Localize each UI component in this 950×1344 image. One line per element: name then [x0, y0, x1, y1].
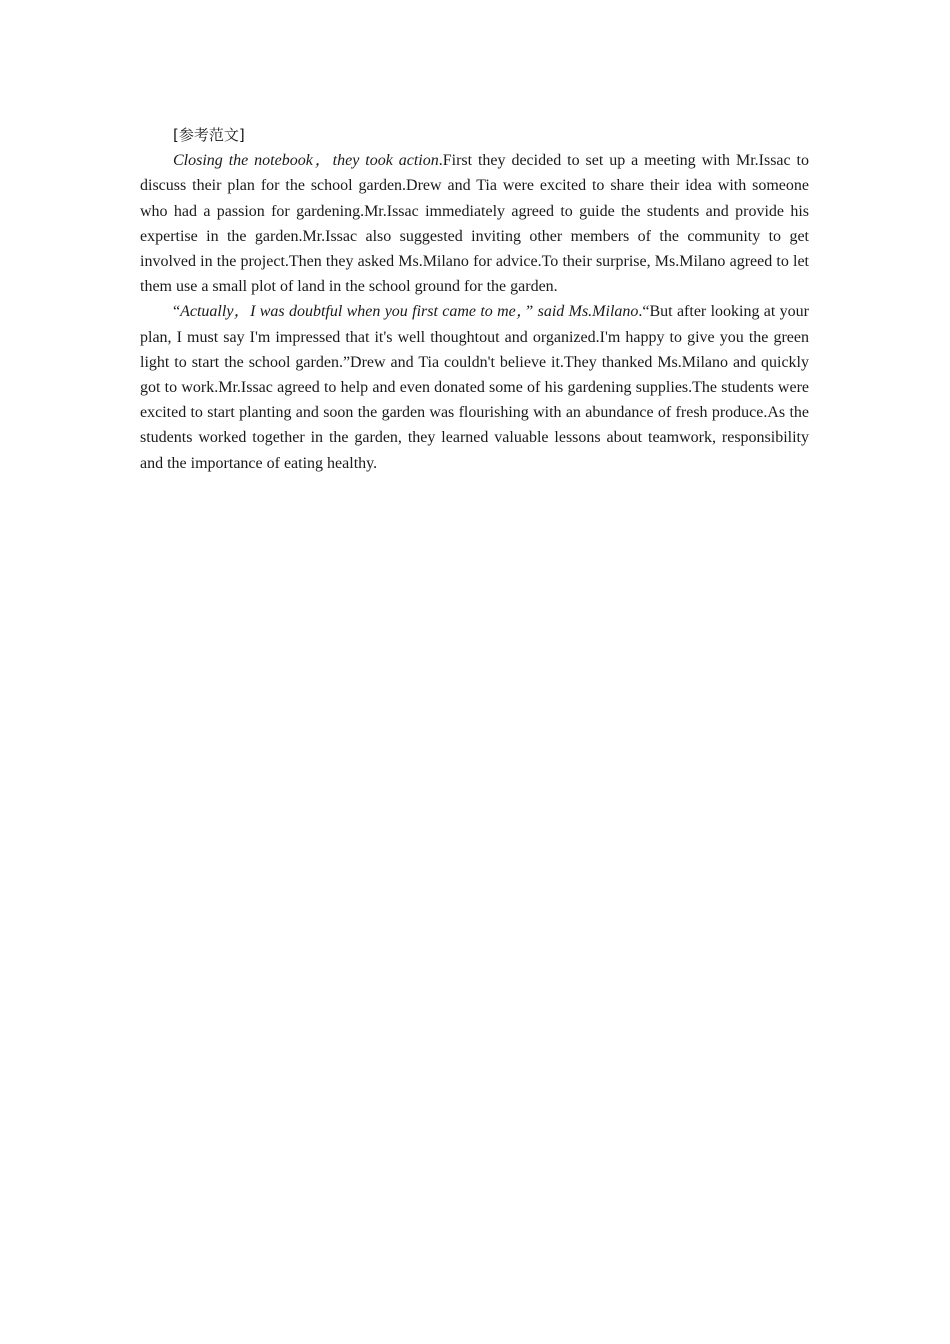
essay-content	[140, 123, 809, 476]
paragraph-2-italic-lead: Actually，I was doubtful when you first came to me，” said Ms.Milano	[180, 303, 639, 321]
paragraph-2-open-quote: “	[173, 303, 181, 321]
paragraph-1-body: .First they decided to set up a meeting with Mr.Issac to discuss their plan for the school garden.Drew and Tia were excited to share their idea with someone who had a passion for gardening.Mr.Issac immediately agreed to guide the students and provide his expertise in the garden.Mr.Issac also suggested inviting other members of the community to get involved in the project.Then they asked Ms.Milano for advice.To their surprise, Ms.Milano agreed to let them use a small plot of land in the school ground for the garden.	[140, 152, 809, 296]
paragraph-1-italic-lead: Closing the notebook，they took action	[173, 152, 439, 170]
paragraph-1	[140, 148, 809, 299]
paragraph-2	[140, 299, 809, 475]
paragraph-2-body: .“But after looking at your plan, I must say I'm impressed that it's well thoughtout and organized.I'm happy to give you the green light to start the school garden.”Drew and Tia couldn't believe it.They thanked Ms.Milano and quickly got to work.Mr.Issac agreed to help and even donated some of his gardening supplies.The students were excited to start planting and soon the garden was flourishing with an abundance of fresh produce.As the students worked together in the garden, they learned valuable lessons about teamwork, responsibility and the importance of eating healthy.	[140, 303, 809, 472]
section-heading: [参考范文]	[173, 126, 245, 144]
